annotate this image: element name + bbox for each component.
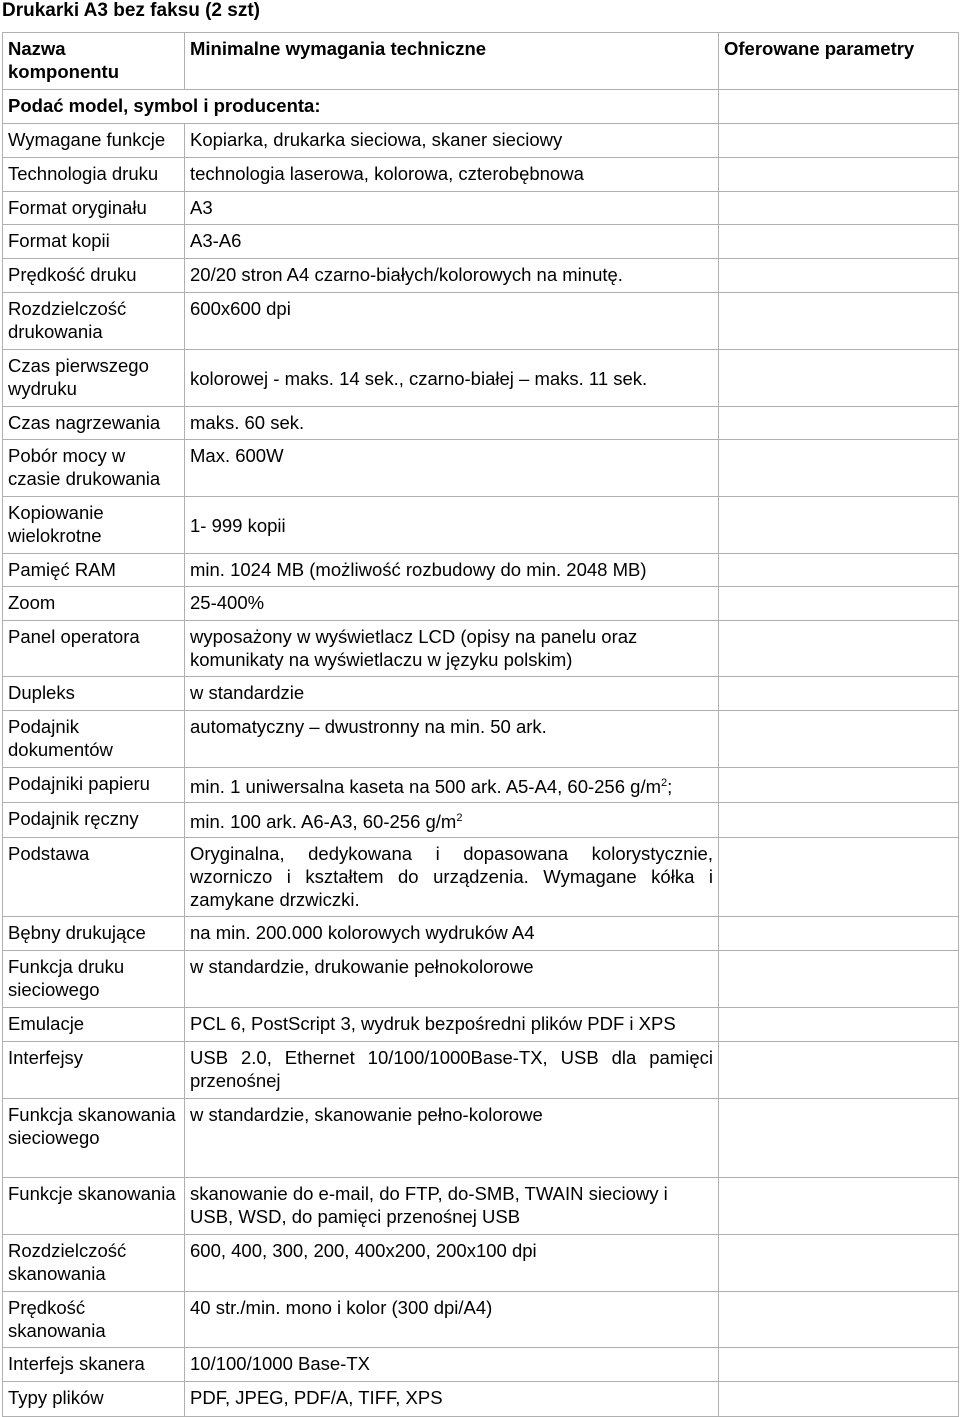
spec-row (3, 621, 959, 677)
component-name: Czas pierwszego wydruku (3, 350, 185, 407)
spec-row (3, 554, 959, 587)
offered-cell[interactable] (719, 1348, 959, 1382)
spec-row (3, 1008, 959, 1042)
spec-row (3, 803, 959, 838)
spec-row (3, 1348, 959, 1382)
requirement-suffix: ; (667, 776, 673, 798)
component-name: Interfejsy (3, 1042, 185, 1099)
offered-cell[interactable] (719, 677, 959, 711)
offered-cell[interactable] (719, 1008, 959, 1042)
offered-cell[interactable] (719, 803, 959, 838)
offered-cell[interactable] (719, 1099, 959, 1178)
offered-cell[interactable] (719, 768, 959, 803)
offered-cell[interactable] (719, 1178, 959, 1235)
offered-cell[interactable] (719, 497, 959, 554)
offered-cell[interactable] (719, 1382, 959, 1417)
requirement: USB 2.0, Ethernet 10/100/1000Base-TX, USB dla pamięci przenośnej (185, 1042, 719, 1099)
spec-row (3, 192, 959, 225)
component-name: Format kopii (3, 225, 185, 259)
spec-table (2, 32, 959, 1417)
component-name: Typy plików (3, 1382, 185, 1417)
offered-cell[interactable] (719, 259, 959, 293)
spec-row (3, 768, 959, 803)
requirement: min. 1024 MB (możliwość rozbudowy do min. 2048 MB) (185, 554, 719, 587)
document-title: Drukarki A3 bez faksu (2 szt) (2, 0, 260, 21)
component-name: Interfejs skanera (3, 1348, 185, 1382)
requirement: Max. 600W (185, 440, 719, 497)
component-name: Funkcja skanowania sieciowego (3, 1099, 185, 1178)
component-name: Funkcje skanowania (3, 1178, 185, 1235)
requirement: 1- 999 kopii (185, 497, 719, 554)
requirement: 20/20 stron A4 czarno-białych/kolorowych na minutę. (185, 259, 719, 293)
component-name: Rozdzielczość drukowania (3, 293, 185, 350)
spec-row (3, 259, 959, 293)
requirement: w standardzie (185, 677, 719, 711)
spec-row (3, 677, 959, 711)
requirement: 600x600 dpi (185, 293, 719, 350)
requirement: w standardzie, skanowanie pełno-kolorowe (185, 1099, 719, 1178)
component-name: Dupleks (3, 677, 185, 711)
spec-row (3, 1042, 959, 1099)
requirement: 40 str./min. mono i kolor (300 dpi/A4) (185, 1292, 719, 1348)
requirement: kolorowej - maks. 14 sek., czarno-białej – maks. 11 sek. (185, 350, 719, 407)
header-component-name: Nazwa komponentu (3, 33, 185, 90)
offered-cell[interactable] (719, 440, 959, 497)
offered-cell[interactable] (719, 293, 959, 350)
offered-cell[interactable] (719, 621, 959, 677)
component-name: Bębny drukujące (3, 917, 185, 951)
spec-row (3, 225, 959, 259)
offered-cell[interactable] (719, 90, 959, 124)
offered-cell[interactable] (719, 407, 959, 440)
component-name: Emulacje (3, 1008, 185, 1042)
offered-cell[interactable] (719, 1235, 959, 1292)
component-name: Zoom (3, 587, 185, 621)
requirement-text: min. 1 uniwersalna kaseta na 500 ark. A5-A4, 60-256 g/m (190, 776, 661, 798)
spec-row (3, 1292, 959, 1348)
spec-row (3, 124, 959, 158)
component-name: Technologia druku (3, 158, 185, 192)
component-name: Pobór mocy w czasie drukowania (3, 440, 185, 497)
spec-row (3, 350, 959, 407)
requirement-text: min. 100 ark. A6-A3, 60-256 g/m (190, 811, 457, 833)
spec-row (3, 711, 959, 768)
spec-row (3, 158, 959, 192)
offered-cell[interactable] (719, 124, 959, 158)
spec-row (3, 951, 959, 1008)
model-label: Podać model, symbol i producenta: (3, 90, 719, 124)
spec-row (3, 587, 959, 621)
offered-cell[interactable] (719, 1042, 959, 1099)
offered-cell[interactable] (719, 951, 959, 1008)
superscript: 2 (456, 812, 463, 825)
spec-row (3, 1178, 959, 1235)
spec-row (3, 838, 959, 917)
component-name: Prędkość skanowania (3, 1292, 185, 1348)
requirement (185, 803, 719, 838)
spec-row (3, 917, 959, 951)
spec-row (3, 293, 959, 350)
spec-row (3, 1235, 959, 1292)
requirement: A3-A6 (185, 225, 719, 259)
component-name: Kopiowanie wielokrotne (3, 497, 185, 554)
offered-cell[interactable] (719, 711, 959, 768)
header-row (3, 33, 959, 90)
offered-cell[interactable] (719, 158, 959, 192)
requirement: wyposażony w wyświetlacz LCD (opisy na panelu oraz komunikaty na wyświetlaczu w języku polskim) (185, 621, 719, 677)
superscript: 2 (661, 777, 668, 789)
model-row (3, 90, 959, 124)
component-name: Panel operatora (3, 621, 185, 677)
offered-cell[interactable] (719, 1292, 959, 1348)
requirement: 25-400% (185, 587, 719, 621)
component-name: Funkcja druku sieciowego (3, 951, 185, 1008)
offered-cell[interactable] (719, 225, 959, 259)
offered-cell[interactable] (719, 838, 959, 917)
requirement: na min. 200.000 kolorowych wydruków A4 (185, 917, 719, 951)
requirement: 10/100/1000 Base-TX (185, 1348, 719, 1382)
requirement: Oryginalna, dedykowana i dopasowana kolorystycznie, wzorniczo i kształtem do urządzenia. Wymagane kółka i zamykane drzwiczki. (185, 838, 719, 917)
requirement (185, 768, 719, 803)
component-name: Prędkość druku (3, 259, 185, 293)
requirement: skanowanie do e-mail, do FTP, do-SMB, TWAIN sieciowy i USB, WSD, do pamięci przenośnej USB (185, 1178, 719, 1235)
header-min-requirements: Minimalne wymagania techniczne (185, 33, 719, 90)
spec-row (3, 407, 959, 440)
spec-row (3, 497, 959, 554)
component-name: Podajnik ręczny (3, 803, 185, 838)
requirement: w standardzie, drukowanie pełnokolorowe (185, 951, 719, 1008)
component-name: Rozdzielczość skanowania (3, 1235, 185, 1292)
component-name: Pamięć RAM (3, 554, 185, 587)
component-name: Wymagane funkcje (3, 124, 185, 158)
header-offered-params: Oferowane parametry (719, 33, 959, 90)
requirement: technologia laserowa, kolorowa, czterobębnowa (185, 158, 719, 192)
component-name: Podajniki papieru (3, 768, 185, 803)
offered-cell[interactable] (719, 350, 959, 407)
component-name: Format oryginału (3, 192, 185, 225)
requirement: 600, 400, 300, 200, 400x200, 200x100 dpi (185, 1235, 719, 1292)
spec-table-body (3, 33, 959, 1417)
requirement: PCL 6, PostScript 3, wydruk bezpośredni plików PDF i XPS (185, 1008, 719, 1042)
component-name: Podajnik dokumentów (3, 711, 185, 768)
component-name: Podstawa (3, 838, 185, 917)
requirement: A3 (185, 192, 719, 225)
requirement: PDF, JPEG, PDF/A, TIFF, XPS (185, 1382, 719, 1417)
spec-row (3, 1382, 959, 1417)
requirement: maks. 60 sek. (185, 407, 719, 440)
offered-cell[interactable] (719, 917, 959, 951)
offered-cell[interactable] (719, 192, 959, 225)
requirement: automatyczny – dwustronny na min. 50 ark. (185, 711, 719, 768)
spec-row (3, 440, 959, 497)
requirement: Kopiarka, drukarka sieciowa, skaner sieciowy (185, 124, 719, 158)
component-name: Czas nagrzewania (3, 407, 185, 440)
offered-cell[interactable] (719, 554, 959, 587)
spec-row (3, 1099, 959, 1178)
offered-cell[interactable] (719, 587, 959, 621)
